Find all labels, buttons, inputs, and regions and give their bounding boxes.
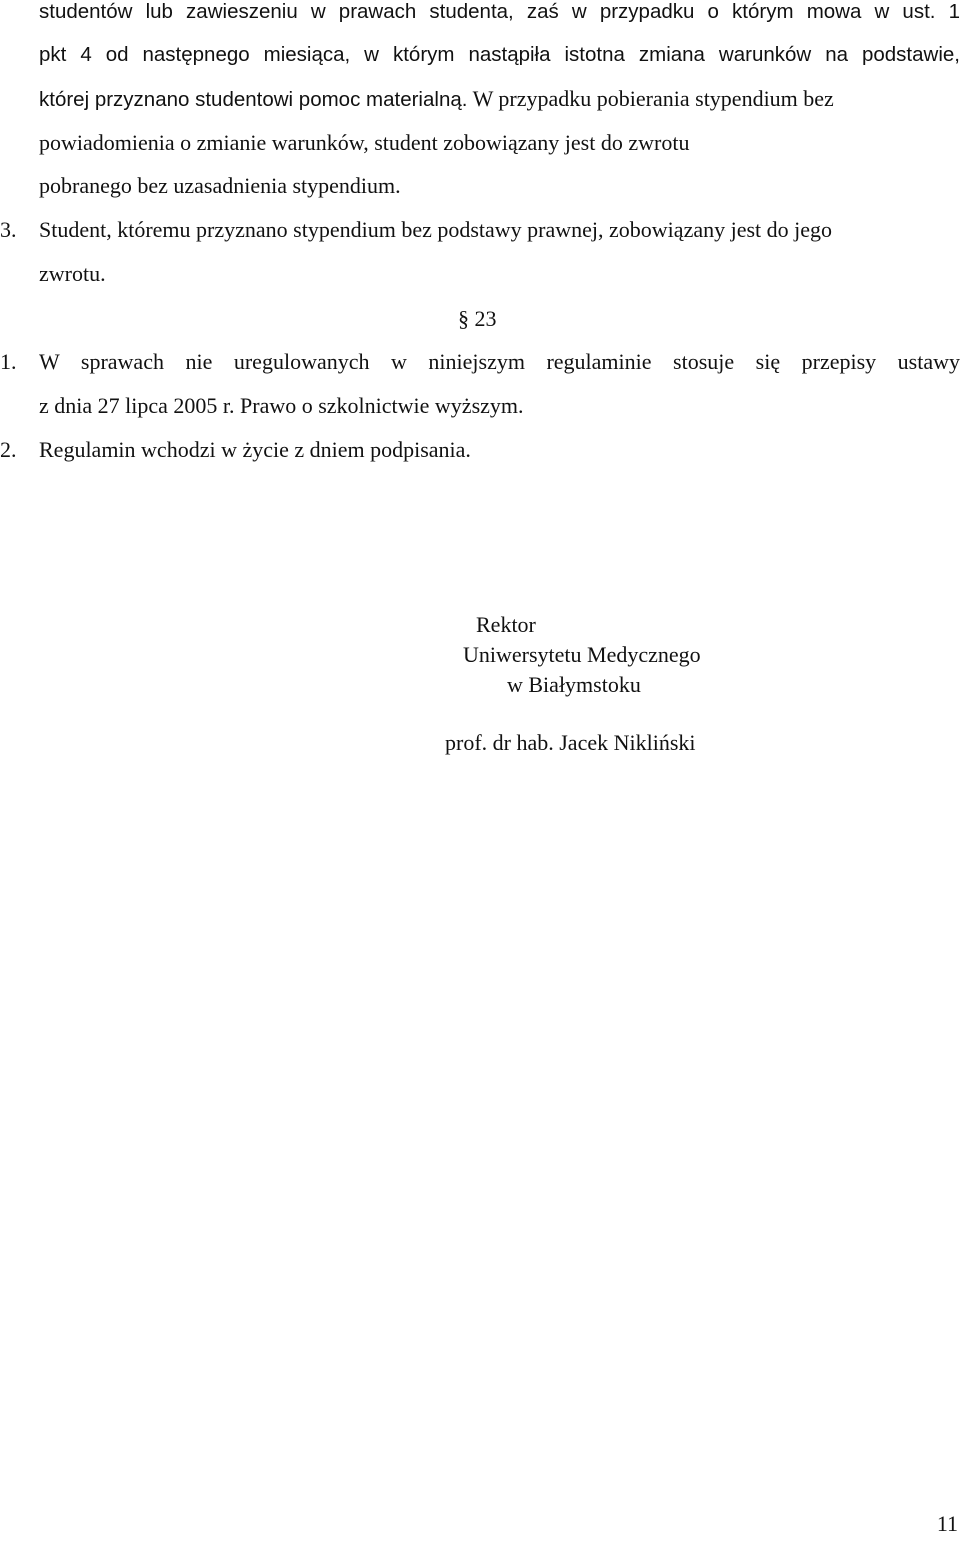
signature-city: w Białymstoku: [507, 672, 641, 697]
item-text: Student, któremu przyznano stypendium bez podstawy prawnej, zobowiązany jest do jego: [39, 217, 833, 242]
signature-institution: Uniwersytetu Medycznego: [463, 642, 701, 667]
paragraph-line: studentów lub zawieszeniu w prawach studenta, zaś w przypadku o którym mowa w ust. 1: [39, 0, 960, 23]
paragraph-line: pobranego bez uzasadnienia stypendium.: [39, 173, 401, 198]
signatory-name: prof. dr hab. Jacek Nikliński: [445, 730, 696, 755]
item-number: 3.: [0, 217, 17, 242]
numbered-item-continuation: z dnia 27 lipca 2005 r. Prawo o szkolnictwie wyższym.: [39, 393, 524, 418]
item-text: W sprawach nie uregulowanych w niniejszym regulaminie stosuje się przepisy ustawy: [39, 349, 960, 374]
paragraph-text: której przyznano studentowi pomoc materialną.: [39, 88, 468, 111]
item-number: 1.: [0, 349, 17, 374]
paragraph-text: W przypadku pobierania stypendium bez: [472, 86, 834, 111]
signature-title: Rektor: [476, 612, 536, 637]
section-heading: § 23: [458, 306, 497, 331]
paragraph-line: [39, 86, 834, 113]
page-number: 11: [936, 1511, 958, 1536]
paragraph-line: powiadomienia o zmianie warunków, student zobowiązany jest do zwrotu: [39, 130, 690, 155]
item-number: 2.: [0, 437, 17, 462]
item-text: Regulamin wchodzi w życie z dniem podpisania.: [39, 437, 471, 462]
numbered-item: [0, 217, 833, 243]
numbered-item: [0, 349, 960, 375]
paragraph-line: pkt 4 od następnego miesiąca, w którym nastąpiła istotna zmiana warunków na podstawie,: [39, 43, 960, 66]
numbered-item-continuation: zwrotu.: [39, 261, 106, 286]
numbered-item: [0, 437, 471, 463]
